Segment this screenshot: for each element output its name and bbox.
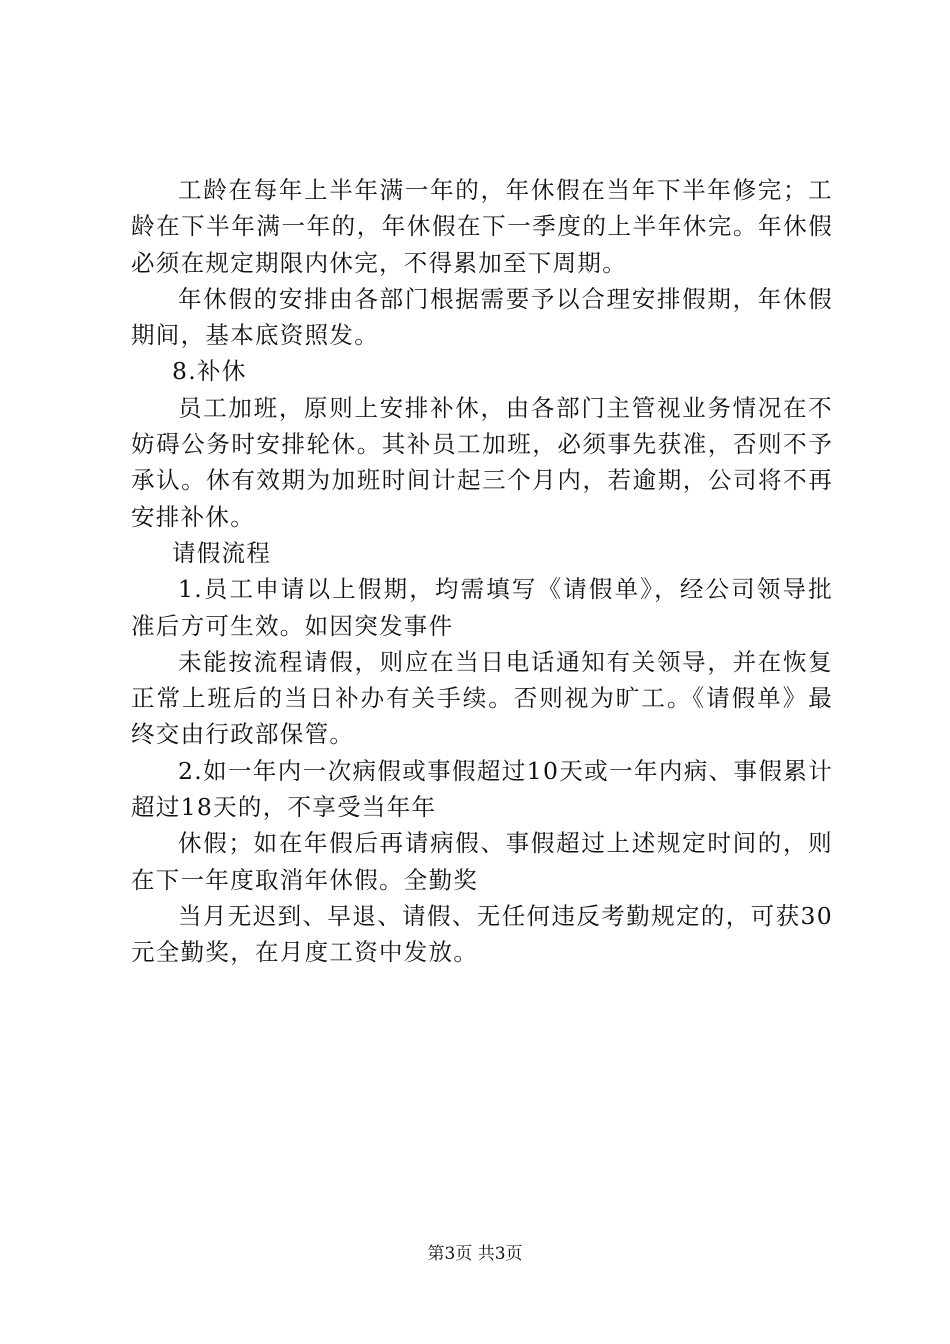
document-body (131, 172, 833, 971)
paragraph-sick-leave-limit: 2.如一年内一次病假或事假超过10天或一年内病、事假累计超过18天的，不享受当年年 (131, 756, 833, 822)
paragraph-overtime-compensation: 员工加班，原则上安排补休，由各部门主管视业务情况在不妨碍公务时安排轮休。其补员工加班，必须事先获准，否则不予承认。休有效期为加班时间计起三个月内，若逾期，公司将不再安排补休。 (131, 393, 833, 531)
paragraph-emergency-leave: 未能按流程请假，则应在当日电话通知有关领导，并在恢复正常上班后的当日补办有关手续。否则视为旷工。《请假单》最终交由行政部保管。 (131, 647, 833, 749)
paragraph-annual-leave-arrangement: 年休假的安排由各部门根据需要予以合理安排假期，年休假期间，基本底资照发。 (131, 284, 833, 350)
page-number-footer: 第3页 共3页 (427, 1244, 523, 1264)
section-heading-leave-process: 请假流程 (172, 538, 272, 567)
paragraph-attendance-bonus: 当月无迟到、早退、请假、无任何违反考勤规定的，可获30元全勤奖，在月度工资中发放。 (131, 901, 833, 967)
section-heading-compensatory-leave: 8.补休 (172, 357, 247, 386)
paragraph-leave-form: 1.员工申请以上假期，均需填写《请假单》，经公司领导批准后方可生效。如因突发事件 (131, 575, 833, 640)
paragraph-annual-leave-timing: 工龄在每年上半年满一年的，年休假在当年下半年修完；工龄在下半年满一年的，年休假在下一季度的上半年休完。年休假必须在规定期限内休完，不得累加至下周期。 (131, 176, 833, 277)
paragraph-annual-leave-cancellation: 休假；如在年假后再请病假、事假超过上述规定时间的，则在下一年度取消年休假。全勤奖 (131, 829, 833, 894)
